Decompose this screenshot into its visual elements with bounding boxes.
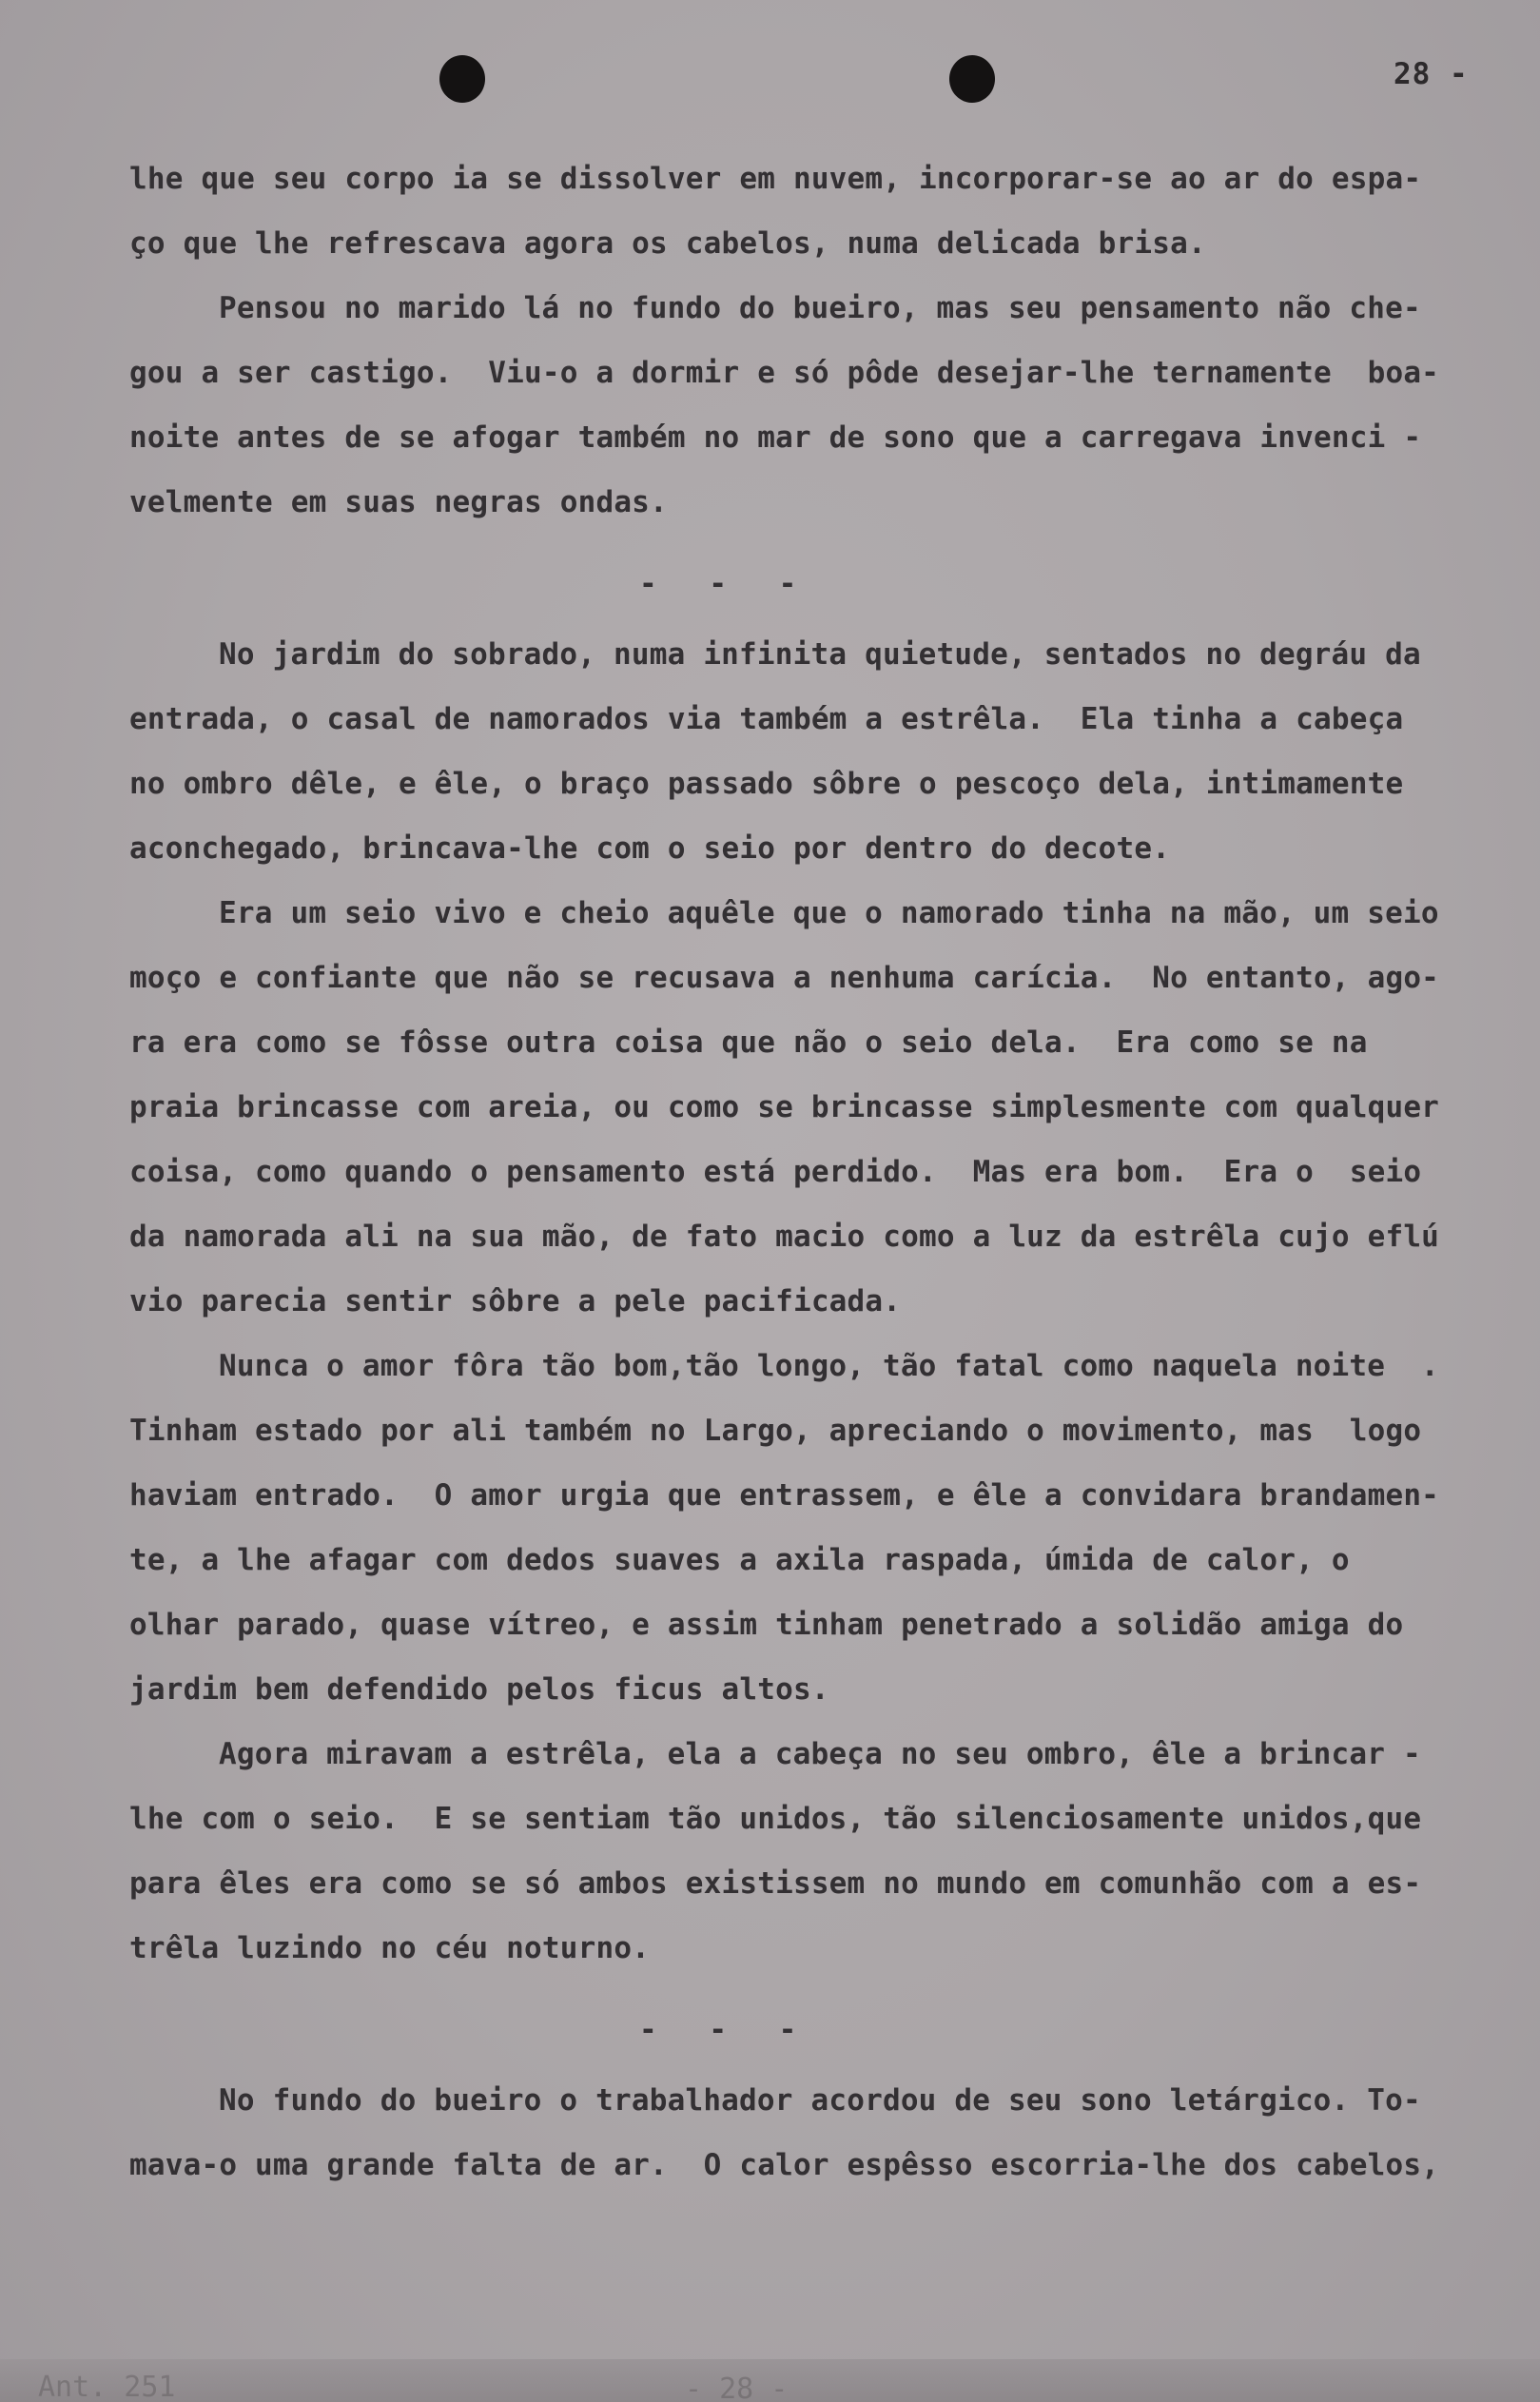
text-line: lhe com o seio. E se sentiam tão unidos, tão silenciosamente unidos,que	[129, 1802, 1422, 1836]
text-line: ço que lhe refrescava agora os cabelos, numa delicada brisa.	[129, 226, 1206, 261]
text-line: mava-o uma grande falta de ar. O calor espêsso escorria-lhe dos cabelos,	[129, 2148, 1440, 2182]
text-line: aconchegado, brincava-lhe com o seio por dentro do decote.	[129, 831, 1171, 866]
text-line: Nunca o amor fôra tão bom,tão longo, tão fatal como naquela noite .	[219, 1349, 1439, 1383]
section-separator: - - -	[639, 2013, 814, 2047]
text-line: No fundo do bueiro o trabalhador acordou de seu sono letárgico. To-	[219, 2083, 1421, 2118]
text-line: entrada, o casal de namorados via também a estrêla. Ela tinha a cabeça	[129, 702, 1404, 736]
text-line: olhar parado, quase vítreo, e assim tinham penetrado a solidão amiga do	[129, 1608, 1404, 1642]
text-line: vio parecia sentir sôbre a pele pacificada.	[129, 1284, 902, 1318]
text-line: lhe que seu corpo ia se dissolver em nuvem, incorporar-se ao ar do espa-	[129, 162, 1422, 196]
text-line: gou a ser castigo. Viu-o a dormir e só pôde desejar-lhe ternamente boa-	[129, 356, 1440, 390]
text-line: haviam entrado. O amor urgia que entrassem, e êle a convidara brandamen-	[129, 1478, 1440, 1513]
text-line: ra era como se fôsse outra coisa que não o seio dela. Era como se na	[129, 1025, 1368, 1060]
text-line: Era um seio vivo e cheio aquêle que o namorado tinha na mão, um seio	[219, 896, 1439, 930]
punch-hole-right	[949, 55, 995, 103]
text-line: jardim bem defendido pelos ficus altos.	[129, 1672, 829, 1707]
archive-mark: Ant. 251	[38, 2371, 176, 2402]
section-separator: - - -	[639, 567, 814, 601]
text-line: para êles era como se só ambos existissem no mundo em comunhão com a es-	[129, 1866, 1422, 1901]
text-line: velmente em suas negras ondas.	[129, 485, 668, 519]
text-line: trêla luzindo no céu noturno.	[129, 1931, 651, 1965]
text-line: Tinham estado por ali também no Largo, apreciando o movimento, mas logo	[129, 1414, 1422, 1448]
text-line: no ombro dêle, e êle, o braço passado sôbre o pescoço dela, intimamente	[129, 767, 1404, 801]
text-line: coisa, como quando o pensamento está perdido. Mas era bom. Era o seio	[129, 1155, 1422, 1189]
typewritten-text	[129, 152, 1509, 2203]
page-number: 28 -	[1394, 57, 1469, 91]
text-line: moço e confiante que não se recusava a nenhuma carícia. No entanto, ago-	[129, 961, 1440, 995]
text-line: No jardim do sobrado, numa infinita quietude, sentados no degráu da	[219, 637, 1421, 672]
text-line: da namorada ali na sua mão, de fato macio como a luz da estrêla cujo eflú	[129, 1220, 1440, 1254]
text-line: noite antes de se afogar também no mar de sono que a carregava invenci -	[129, 420, 1422, 455]
punch-hole-left	[439, 55, 485, 103]
text-line: Pensou no marido lá no fundo do bueiro, mas seu pensamento não che-	[219, 291, 1421, 325]
text-line: te, a lhe afagar com dedos suaves a axila raspada, úmida de calor, o	[129, 1543, 1350, 1577]
text-line: praia brincasse com areia, ou como se brincasse simplesmente com qualquer	[129, 1090, 1440, 1124]
bottom-page-number: - 28 -	[685, 2373, 789, 2402]
text-line: Agora miravam a estrêla, ela a cabeça no seu ombro, êle a brincar -	[219, 1737, 1421, 1771]
